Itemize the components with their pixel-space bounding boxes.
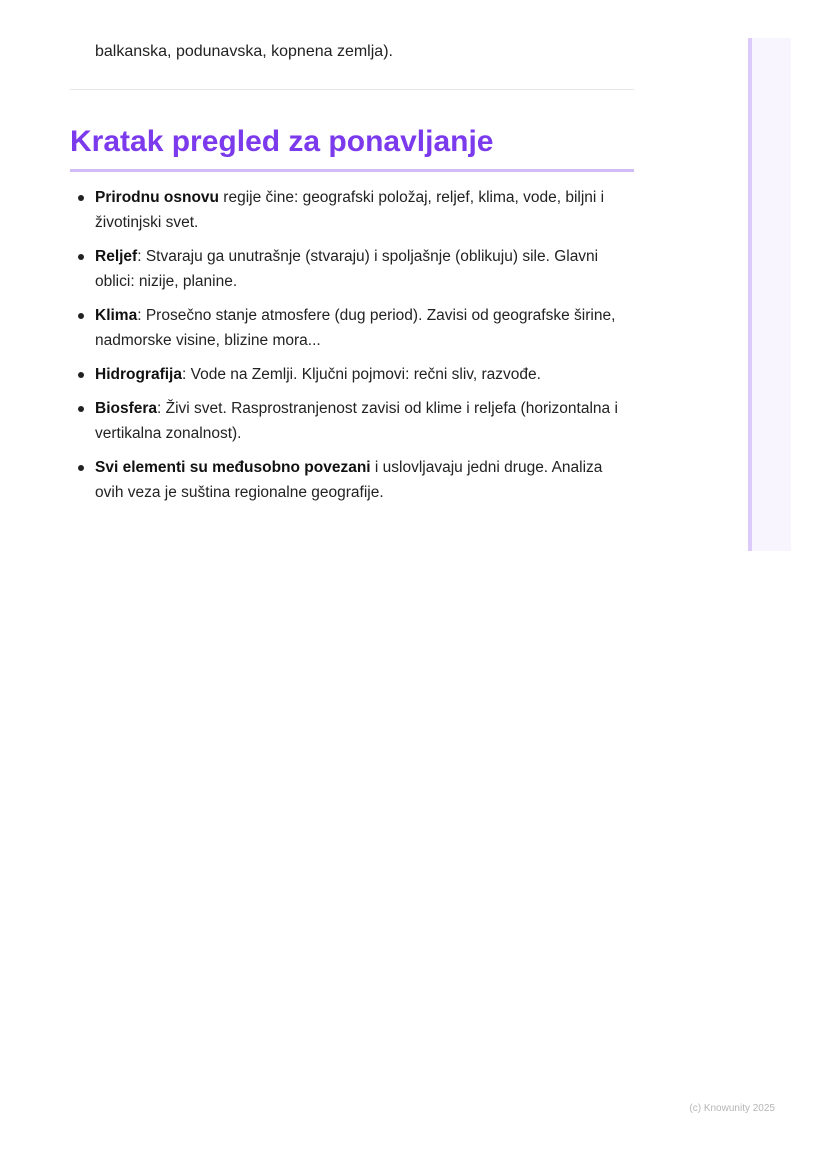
list-item-term: Prirodnu osnovu — [95, 189, 219, 206]
list-item — [70, 244, 634, 294]
list-item — [70, 362, 634, 387]
list-item-text: : Prosečno stanje atmosfere (dug period). Zavisi od geografske širine, nadmorske visine, blizine mora... — [95, 307, 616, 349]
list-item-term: Reljef — [95, 248, 138, 265]
list-item-text: : Stvaraju ga unutrašnje (stvaraju) i spoljašnje (oblikuju) sile. Glavni oblici: nizije, planine. — [95, 248, 599, 290]
footer-copyright: (c) Knowunity 2025 — [689, 1103, 775, 1114]
list-item-term: Hidrografija — [95, 366, 182, 383]
side-panel — [748, 38, 791, 551]
summary-list — [70, 185, 634, 514]
list-item — [70, 455, 634, 505]
intro-text: balkanska, podunavska, kopnena zemlja). — [95, 43, 393, 60]
list-item — [70, 185, 634, 235]
list-item-term: Biosfera — [95, 400, 158, 417]
section-divider — [70, 89, 634, 90]
list-item — [70, 396, 634, 446]
list-item-term: Svi elementi su međusobno povezani — [95, 459, 371, 476]
section-title: Kratak pregled za ponavljanje — [70, 125, 494, 158]
list-item-text: regije čine: geografski položaj, reljef, klima, vode, biljni i životinjski svet. — [95, 189, 605, 231]
list-item-text: i uslovljavaju jedni druge. Analiza ovih veza je suština regionalne geografije. — [95, 459, 603, 501]
list-item-text: : Živi svet. Rasprostranjenost zavisi od klime i reljefa (horizontalna i vertikalna zonalnost). — [95, 400, 618, 442]
list-item-term: Klima — [95, 307, 138, 324]
title-underline — [70, 169, 634, 172]
list-item — [70, 303, 634, 353]
list-item-text: : Vode na Zemlji. Ključni pojmovi: rečni sliv, razvođe. — [181, 366, 541, 383]
